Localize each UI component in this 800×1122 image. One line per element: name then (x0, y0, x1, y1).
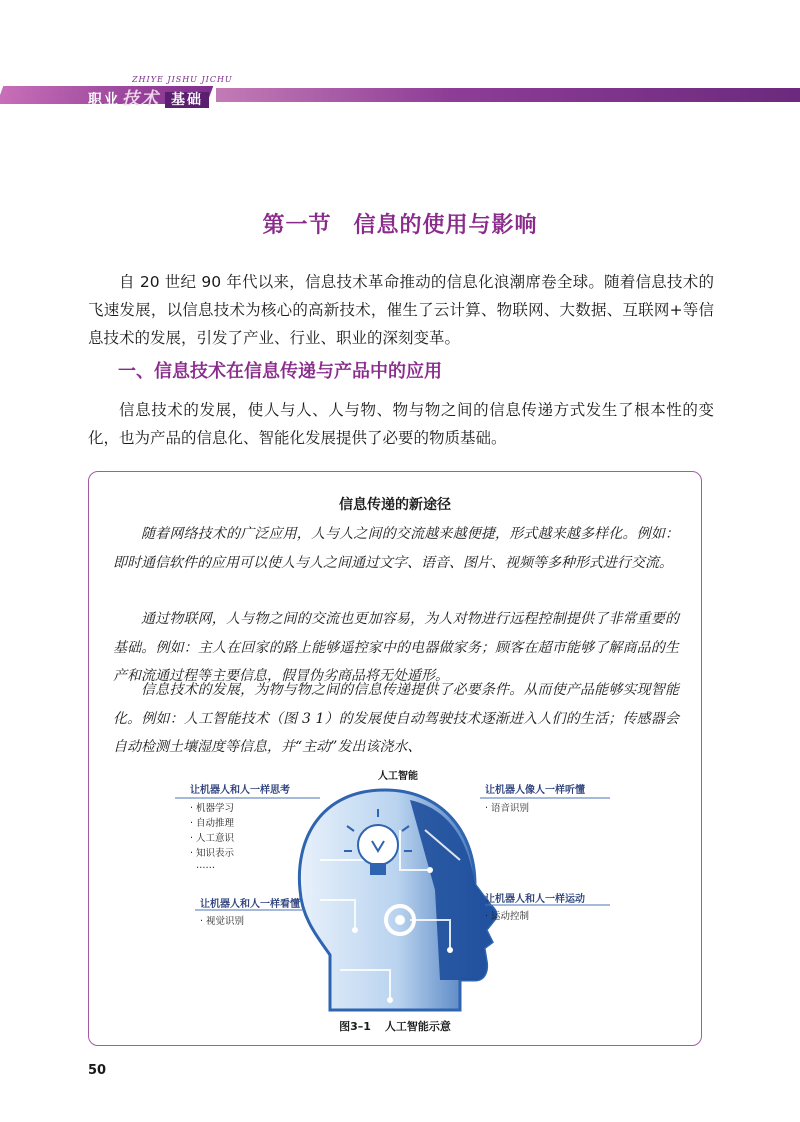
subsection-title: 一、信息技术在信息传递与产品中的应用 (118, 361, 442, 382)
figure-think-item-3: · 人工意识 (190, 833, 235, 844)
figure-think-item-1: · 机器学习 (190, 803, 235, 814)
header-subtitle: ZHIYE JISHU JICHU (132, 75, 233, 84)
section-number: 第一节 (262, 213, 332, 238)
info-box-paragraph-2: 通过物联网，人与物之间的交流也更加容易，为人对物进行远程控制提供了非常重要的基础。例如：主人在回家的路上能够遥控家中的电器做家务；顾客在超市能够了解商品的生产和流通过程等主要信息，假冒伪劣商品将无处遁形。 (113, 611, 679, 684)
figure-move-item-1: · 运动控制 (485, 911, 530, 922)
figure-caption-text: 人工智能示意 (384, 1020, 451, 1033)
figure-see-title: 让机器人和人一样看懂 (200, 899, 300, 910)
figure-center-title: 人工智能 (378, 771, 418, 782)
page-number: 50 (88, 1063, 107, 1078)
info-box-paragraph-1: 随着网络技术的广泛应用，人与人之间的交流越来越便捷，形式越来越多样化。例如：即时通信软件的应用可以使人与人之间通过文字、语音、图片、视频等多种形式进行交流。 (113, 526, 679, 571)
figure-see-item-1: · 视觉识别 (200, 916, 245, 927)
figure-think-title: 让机器人和人一样思考 (190, 785, 290, 796)
figure-think-item-4: · 知识表示 (190, 848, 235, 859)
figure-caption-number: 图3–1 (339, 1020, 371, 1033)
info-box-paragraph-3: 信息技术的发展，为物与物之间的信息传递提供了必要条件。从而使产品能够实现智能化。例如：人工智能技术（图 3 1）的发展使自动驾驶技术逐渐进入人们的生活；传感器会自动检测土壤湿度等信息，并“主动”发出该浇水、 (113, 682, 679, 755)
figure-listen-title: 让机器人像人一样听懂 (485, 785, 585, 796)
info-box-title: 信息传递的新途径 (339, 497, 451, 513)
figure-listen-item-1: · 语音识别 (485, 803, 530, 814)
figure-move-title: 让机器人和人一样运动 (485, 894, 585, 905)
figure-caption (88, 1018, 702, 1034)
section-title (0, 208, 800, 239)
figure-think-item-5: …… (196, 860, 215, 871)
header-stripe (216, 88, 800, 102)
header-label-c: 基础 (165, 92, 209, 108)
subsection-paragraph: 信息技术的发展，使人与人、人与物、物与物之间的信息传递方式发生了根本性的变化，也为产品的信息化、智能化发展提供了必要的物质基础。 (88, 401, 714, 447)
header-label (88, 84, 209, 109)
figure-think-item-2: · 自动推理 (190, 818, 235, 829)
header-label-a: 职业 (88, 92, 120, 108)
intro-paragraph: 自 20 世纪 90 年代以来，信息技术革命推动的信息化浪潮席卷全球。随着信息技术的飞速发展，以信息技术为核心的高新技术，催生了云计算、物联网、大数据、互联网+等信息技术的发展，引发了产业、行业、职业的深刻变革。 (88, 273, 714, 347)
header-label-b: 技术 (122, 89, 160, 109)
section-heading: 信息的使用与影响 (353, 213, 538, 238)
